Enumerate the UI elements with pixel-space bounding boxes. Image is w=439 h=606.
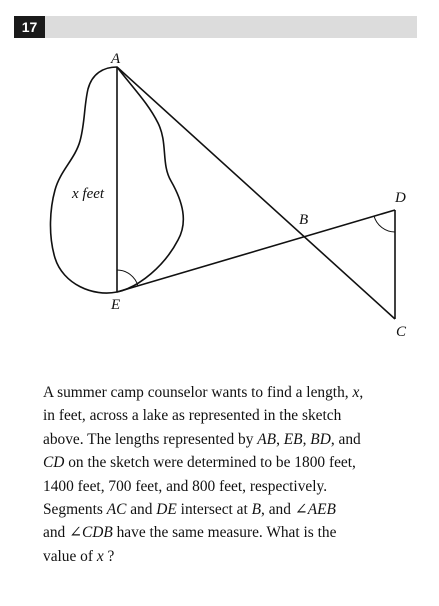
question-text-segment: , <box>302 430 311 448</box>
question-line <box>43 498 423 521</box>
label-point-B: B <box>299 212 309 228</box>
question-header-bar <box>14 16 417 38</box>
angle-arc-AEB <box>117 270 138 286</box>
question-text-segment: 1400 feet, 700 feet, and 800 feet, respectively. <box>43 477 328 495</box>
question-paragraph <box>43 381 423 568</box>
question-text-segment: , and <box>261 501 295 519</box>
question-text-segment: , and <box>330 430 361 448</box>
label-point-C: C <box>396 324 407 340</box>
question-line <box>43 475 423 498</box>
question-text-segment: ? <box>103 547 115 565</box>
question-text-segment: intersect at <box>176 501 252 519</box>
angle-arc-CDB <box>374 216 395 232</box>
math-term: AB <box>257 430 277 448</box>
lake-sketch-figure <box>0 40 439 350</box>
question-text-segment: in feet, across a lake as represented in the sketch <box>43 407 342 425</box>
geometry-diagram <box>0 40 439 350</box>
question-text-segment: on the sketch were determined to be 1800 feet, <box>64 454 356 472</box>
question-line <box>43 428 423 451</box>
math-term: AC <box>106 501 127 519</box>
question-text-segment: above. The lengths represented by <box>43 430 258 448</box>
math-term: BD <box>310 430 331 448</box>
label-x-feet: x feet <box>72 186 105 202</box>
label-point-E: E <box>111 297 121 313</box>
label-point-A: A <box>111 51 121 67</box>
question-line <box>43 521 423 544</box>
label-point-D: D <box>395 190 406 206</box>
segment-ED <box>117 210 395 292</box>
question-text-segment: and <box>126 501 157 519</box>
question-line <box>43 404 423 427</box>
math-term: ∠CDB <box>69 524 113 542</box>
math-term: CD <box>43 454 65 472</box>
question-text-segment: A summer camp counselor wants to find a length, <box>43 384 353 401</box>
question-text-segment: have the same measure. What is the <box>112 524 337 542</box>
question-text-segment: Segments <box>43 501 107 519</box>
question-text-segment: value of <box>43 547 97 565</box>
question-line <box>43 545 423 568</box>
question-number-badge: 17 <box>14 16 45 38</box>
math-term: EB <box>283 430 303 448</box>
math-term: DE <box>156 501 177 519</box>
math-term: B <box>251 501 262 519</box>
question-text <box>43 381 423 568</box>
math-term: x <box>96 547 104 565</box>
math-term: x <box>352 384 360 401</box>
segment-AC <box>117 67 395 319</box>
question-text-segment: , <box>276 430 284 448</box>
question-line <box>43 381 423 404</box>
question-line <box>43 451 423 474</box>
question-text-segment: and <box>43 524 70 542</box>
math-term: ∠AEB <box>294 501 336 519</box>
question-text-segment: , <box>359 384 364 401</box>
